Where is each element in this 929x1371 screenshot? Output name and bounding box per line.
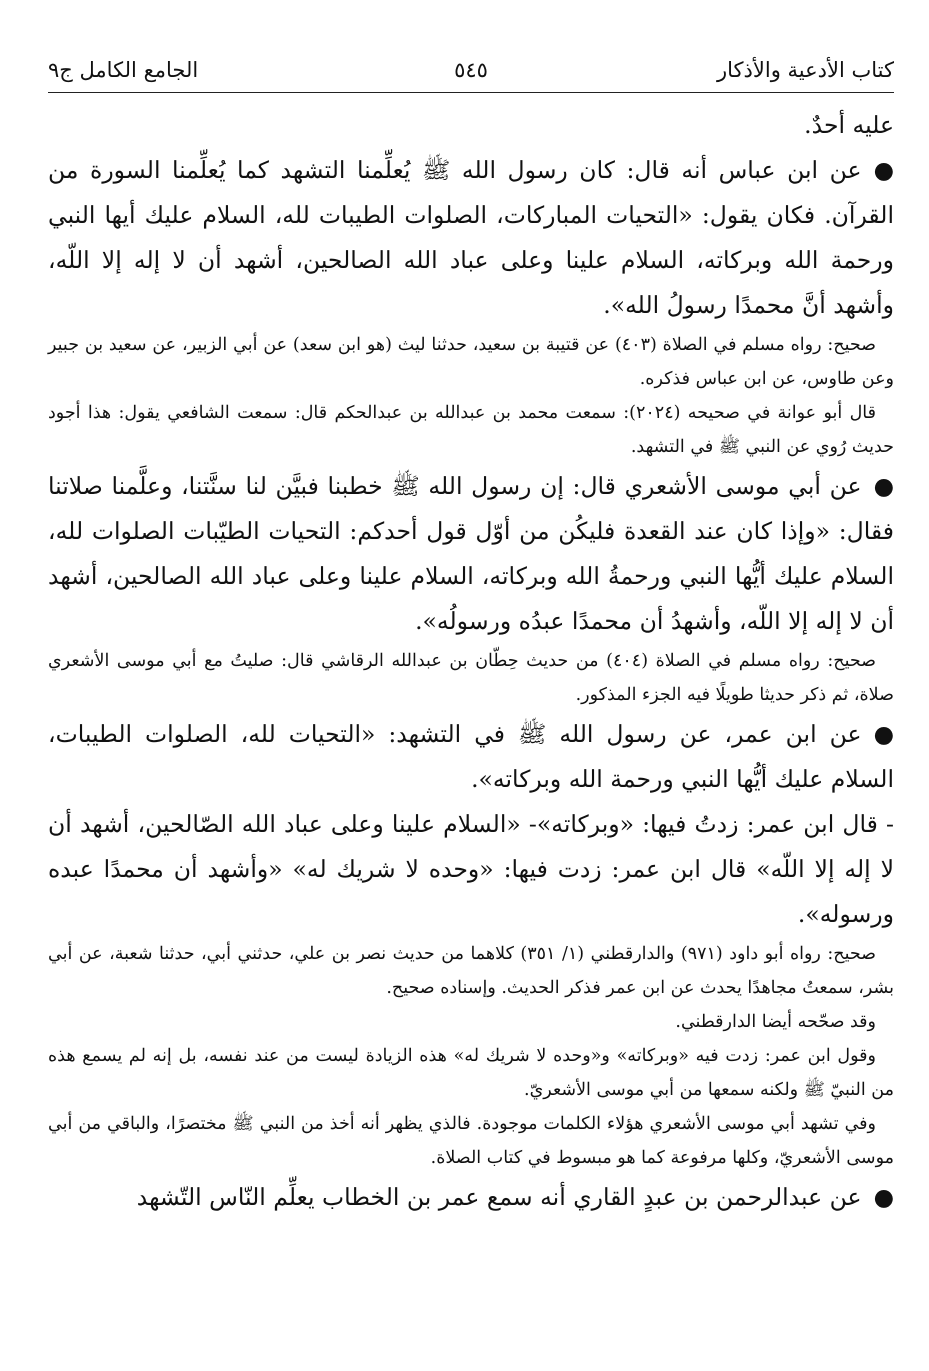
commentary-paragraph: وقول ابن عمر: زدت فيه «وبركاته» و«وحده لا شريك له» هذه الزيادة ليست من عند نفسه، بل إنه لم يسمع هذه من النبيّ ﷺ ولكنه سمعها من أبي موسى الأشعريّ. xyxy=(48,1046,894,1100)
hadith-paragraph xyxy=(48,464,894,644)
book-title: كتاب الأدعية والأذكار xyxy=(717,58,894,82)
commentary-paragraph: وقد صحّحه أيضا الدارقطني. xyxy=(675,1012,876,1032)
commentary-paragraph: قال أبو عوانة في صحيحه (٢٠٢٤): سمعت محمد بن عبدالله بن عبدالحكم قال: سمعت الشافعي يقول: هذا أجود حديث رُوي عن النبي ﷺ في التشهد. xyxy=(48,403,894,457)
bullet-icon: ● xyxy=(873,472,894,500)
hadith-paragraph xyxy=(48,103,894,148)
hadith-paragraph xyxy=(48,1175,894,1220)
hadith-paragraph xyxy=(48,712,894,802)
page-number: ٥٤٥ xyxy=(454,58,488,82)
series-title: الجامع الكامل ج٩ xyxy=(48,58,199,82)
hadith-text: - قال ابن عمر: زدتُ فيها: «وبركاته»- «السلام علينا وعلى عباد الله الصّالحين، أشهد أن لا إله إلا اللّه» قال ابن عمر: زدت فيها: «وحده لا شريك له» «وأشهد أن محمدًا عبده ورسوله». xyxy=(48,810,894,928)
hadith-text: عن أبي موسى الأشعري قال: إن رسول الله ﷺ خطبنا فبيَّن لنا سنَّتنا، وعلَّمنا صلاتنا فقال: «وإذا كان عند القعدة فليكُن من أوّل قول أحدكم: التحيات الطيّبات الصلوات لله، السلام عليك أيُّها النبي ورحمةُ الله وبركاته، السلام علينا وعلى عباد الله الصالحين، أشهد أن لا إله إلا اللّه، وأشهدُ أن محمدًا عبدُه ورسولُه». xyxy=(48,472,894,635)
hadith-text: عن عبدالرحمن بن عبدٍ القاري أنه سمع عمر بن الخطاب يعلِّم النّاس التّشهد xyxy=(136,1183,862,1211)
commentary-paragraph: صحيح: رواه أبو داود (٩٧١) والدارقطني (١/ ٣٥١) كلاهما من حديث نصر بن علي، حدثني أبي، حدثنا شعبة، عن أبي بشر، سمعتُ مجاهدًا يحدث عن ابن عمر فذكر الحديث. وإسناده صحيح. xyxy=(48,944,894,998)
hadith-text: عن ابن عباس أنه قال: كان رسول الله ﷺ يُعلِّمنا التشهد كما يُعلِّمنا السورة من القرآن. فكان يقول: «التحيات المباركات، الصلوات الطيبات لله، السلام عليك أيها النبي ورحمة الله وبركاته، السلام علينا وعلى عباد الله الصالحين، أشهد أن لا إله إلا اللّه، وأشهد أنَّ محمدًا رسولُ الله». xyxy=(48,156,894,319)
hadith-text: عليه أحدٌ. xyxy=(804,111,894,139)
hadith-text: عن ابن عمر، عن رسول الله ﷺ في التشهد: «التحيات لله، الصلوات الطيبات، السلام عليك أيُّها النبي ورحمة الله وبركاته». xyxy=(48,720,894,793)
bullet-icon: ● xyxy=(873,720,894,748)
hadith-paragraph xyxy=(48,802,894,937)
book-page xyxy=(48,52,894,1352)
page-body xyxy=(48,93,894,1220)
commentary-paragraph: وفي تشهد أبي موسى الأشعري هؤلاء الكلمات موجودة. فالذي يظهر أنه أخذ من النبي ﷺ مختصرًا، والباقي من أبي موسى الأشعريّ، وكلها مرفوعة كما هو مبسوط في كتاب الصلاة. xyxy=(48,1114,894,1168)
page-header xyxy=(48,52,894,93)
commentary-paragraph: صحيح: رواه مسلم في الصلاة (٤٠٤) من حديث حِطّان بن عبدالله الرقاشي قال: صليتُ مع أبي موسى الأشعري صلاة، ثم ذكر حديثا طويلًا فيه الجزء المذكور. xyxy=(48,651,894,705)
commentary-paragraph: صحيح: رواه مسلم في الصلاة (٤٠٣) عن قتيبة بن سعيد، حدثنا ليث (هو ابن سعد) عن أبي الزبير، عن سعيد بن جبير وعن طاوس، عن ابن عباس فذكره. xyxy=(48,335,894,389)
hadith-paragraph xyxy=(48,148,894,328)
bullet-icon: ● xyxy=(873,1183,894,1211)
bullet-icon: ● xyxy=(873,156,894,184)
